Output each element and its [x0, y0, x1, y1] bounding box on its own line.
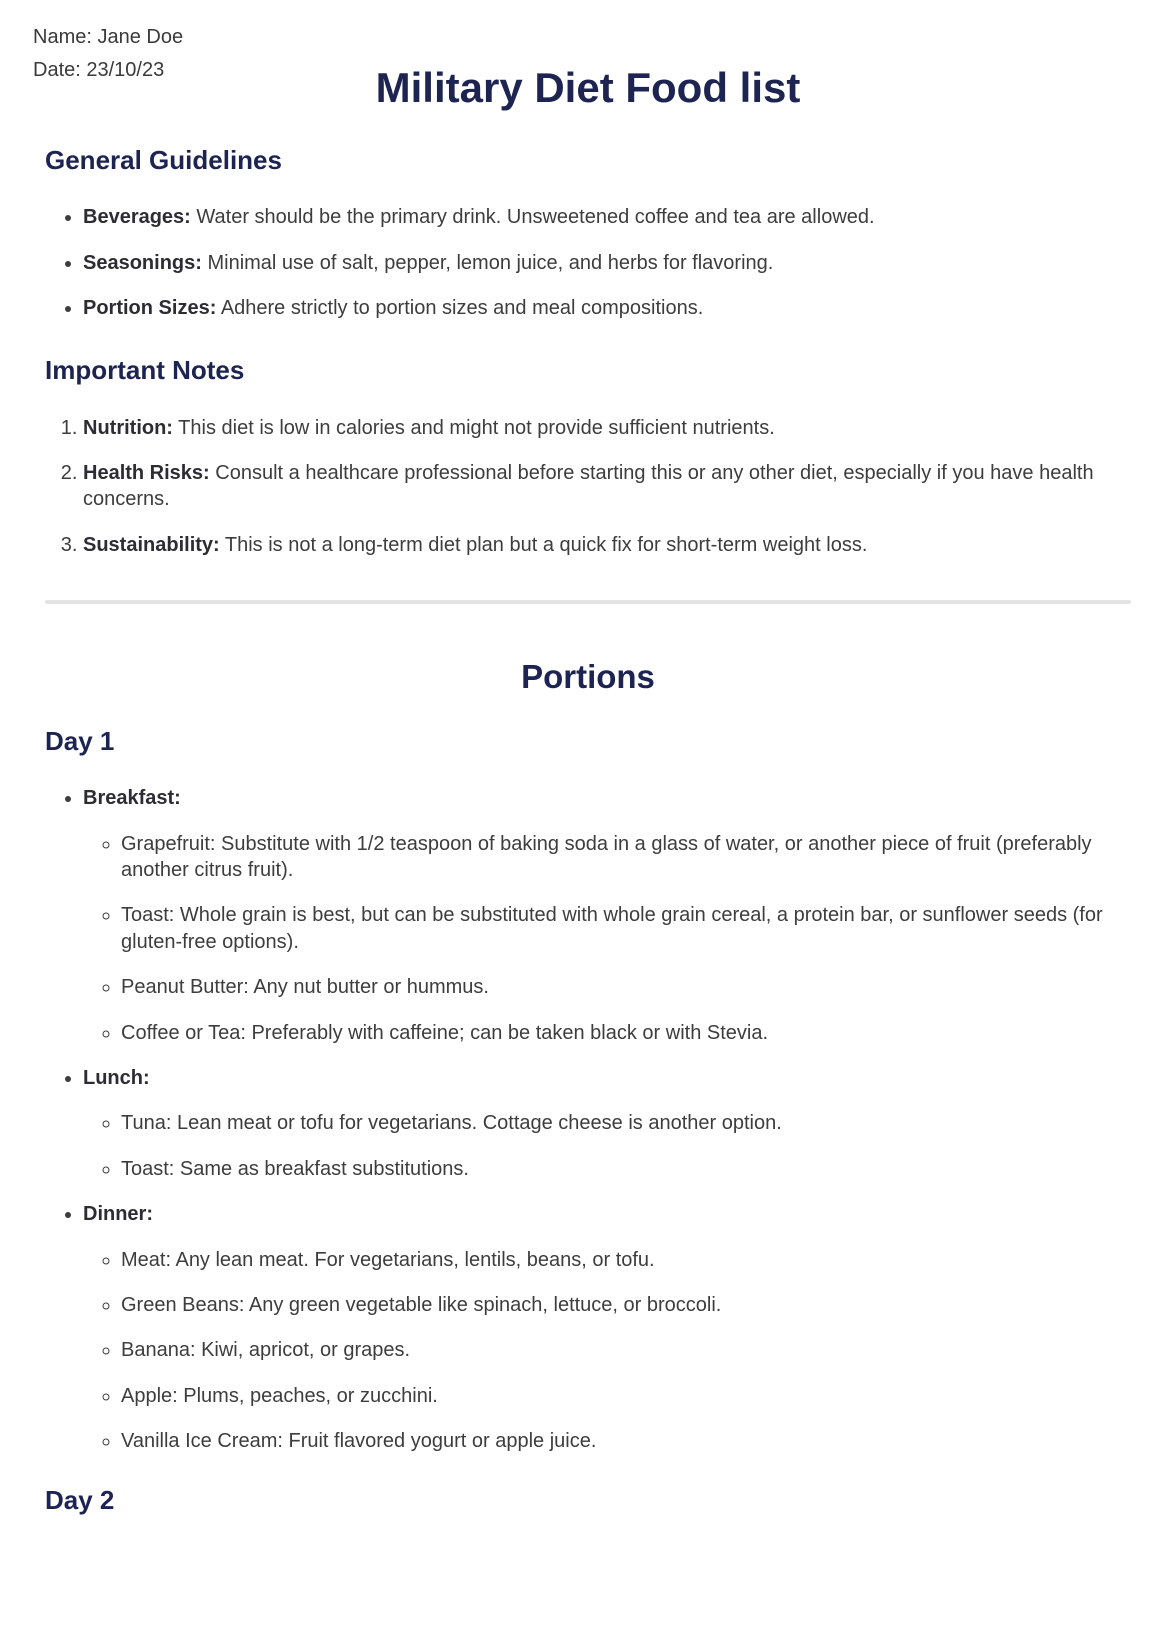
list-item: ◦ Green Beans: Any green vegetable like spinach, lettuce, or broccoli. — [121, 1292, 1131, 1318]
item-label: Health Risks: — [83, 461, 210, 484]
meal-lunch — [83, 1065, 1131, 1182]
breakfast-items-list — [83, 831, 1131, 1046]
list-item: ◦ Vanilla Ice Cream: Fruit flavored yogurt or apple juice. — [121, 1428, 1131, 1454]
item-text: This is not a long-term diet plan but a quick fix for short-term weight loss. — [219, 533, 868, 556]
heading-important-notes: Important Notes — [45, 355, 245, 386]
document-title: Military Diet Food list — [375, 64, 801, 111]
document-meta — [33, 21, 183, 87]
list-item: ◦ Toast: Same as breakfast substitutions. — [121, 1156, 1131, 1182]
important-notes-list — [45, 415, 1131, 559]
list-item — [83, 415, 1131, 441]
list-item: ◦ Toast: Whole grain is best, but can be substituted with whole grain cereal, a protein bar, or sunflower seeds (for gluten-free options). — [121, 902, 1131, 955]
meal-label: Dinner: — [83, 1203, 153, 1226]
list-item: ◦ Banana: Kiwi, apricot, or grapes. — [121, 1337, 1131, 1363]
heading-portions: Portions — [521, 658, 655, 696]
list-item: ◦ Peanut Butter: Any nut butter or hummus. — [121, 974, 1131, 1000]
item-text: Minimal use of salt, pepper, lemon juice, and herbs for flavoring. — [201, 251, 774, 274]
name-field: Name: Jane Doe — [33, 26, 184, 48]
section-divider — [45, 600, 1131, 604]
item-text: This diet is low in calories and might not provide sufficient nutrients. — [172, 416, 775, 439]
list-item: ◦ Grapefruit: Substitute with 1/2 teaspoon of baking soda in a glass of water, or another piece of fruit (preferably another citrus fruit). — [121, 831, 1131, 884]
list-item — [83, 250, 1131, 276]
list-item: ◦ Coffee or Tea: Preferably with caffeine; can be taken black or with Stevia. — [121, 1020, 1131, 1046]
item-text: Consult a healthcare professional before starting this or any other diet, especially if you have health concerns. — [83, 461, 1094, 511]
meal-label: Lunch: — [83, 1067, 150, 1089]
meal-breakfast — [83, 785, 1131, 1046]
heading-day-1: Day 1 — [45, 726, 115, 757]
list-item: ◦ Apple: Plums, peaches, or zucchini. — [121, 1383, 1131, 1409]
list-item: ◦ Tuna: Lean meat or tofu for vegetarians. Cottage cheese is another option. — [121, 1110, 1131, 1136]
dinner-items-list — [83, 1247, 1131, 1455]
list-item — [83, 532, 1131, 558]
list-item — [83, 204, 1131, 230]
item-text: Water should be the primary drink. Unsweetened coffee and tea are allowed. — [190, 206, 875, 229]
item-label: Nutrition: — [83, 416, 173, 439]
day1-meals-list — [45, 785, 1131, 1454]
lunch-items-list — [83, 1110, 1131, 1182]
heading-general-guidelines: General Guidelines — [45, 145, 282, 176]
general-guidelines-list — [45, 204, 1131, 321]
date-field: Date: 23/10/23 — [33, 59, 165, 81]
item-label: Seasonings: — [83, 251, 202, 274]
heading-day-2: Day 2 — [45, 1484, 115, 1515]
item-label: Sustainability: — [83, 533, 220, 556]
list-item — [83, 460, 1131, 513]
item-label: Beverages: — [83, 206, 191, 229]
item-label: Portion Sizes: — [83, 297, 217, 319]
list-item: ◦ Meat: Any lean meat. For vegetarians, lentils, beans, or tofu. — [121, 1247, 1131, 1273]
meal-label: Breakfast: — [83, 787, 181, 810]
item-text: Adhere strictly to portion sizes and meal compositions. — [216, 297, 704, 319]
list-item — [83, 295, 1131, 321]
meal-dinner — [83, 1201, 1131, 1454]
